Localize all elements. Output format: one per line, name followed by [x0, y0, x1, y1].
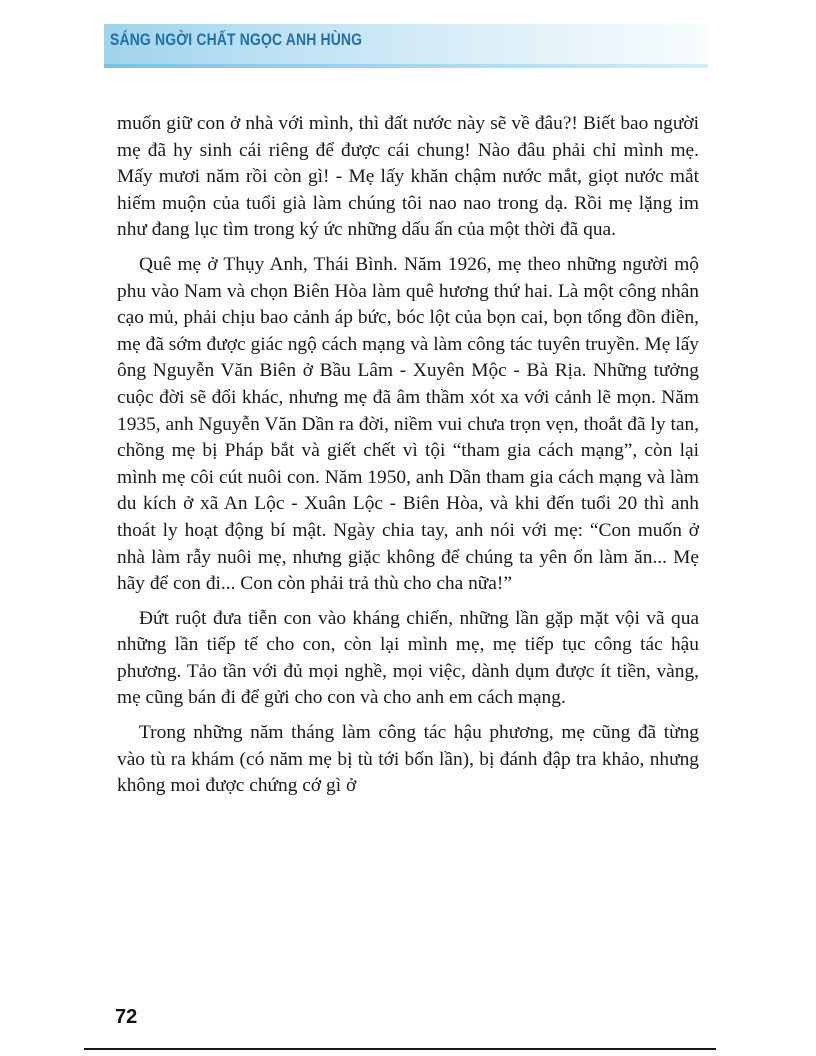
paragraph-farewell: Đứt ruột đưa tiễn con vào kháng chiến, những lần gặp mặt vội vã qua những lần tiếp tế cho con, còn lại mình mẹ, mẹ tiếp tục công tác hậu phương. Tảo tần với đủ mọi nghề, mọi việc, dành dụm được ít tiền, vàng, mẹ cũng bán đi để gửi cho con và cho anh em cách mạng.: [117, 607, 699, 709]
paragraph-hometown: Quê mẹ ở Thụy Anh, Thái Bình. Năm 1926, mẹ theo những người mộ phu vào Nam và chọn Biên Hòa làm quê hương thứ hai. Là một công nhân cạo mủ, phải chịu bao cảnh áp bức, bóc lột của bọn cai, bọn tổng đồn điền, mẹ đã sớm được giác ngộ cách mạng và làm công tác tuyên truyền. Mẹ lấy ông Nguyễn Văn Biên ở Bầu Lâm - Xuyên Mộc - Bà Rịa. Những tưởng cuộc đời sẽ đổi khác, nhưng mẹ đã âm thầm xót xa với cảnh lẽ mọn. Năm 1935, anh Nguyễn Văn Dần ra đời, niềm vui chưa trọn vẹn, thoắt đã ly tan, chồng mẹ bị Pháp bắt và giết chết vì tội “tham gia cách mạng”, còn lại mình mẹ côi cút nuôi con. Năm 1950, anh Dần tham gia cách mạng và làm du kích ở xã An Lộc - Xuân Lộc - Biên Hòa, và khi đến tuổi 20 thì anh thoát ly hoạt động bí mật. Ngày chia tay, anh nói với mẹ: “Con muốn ở nhà làm rẫy nuôi mẹ, nhưng giặc không để chúng ta yên ổn làm ăn... Mẹ hãy để con đi... Con còn phải trả thù cho cha nữa!”: [117, 253, 699, 595]
body-text: [117, 111, 699, 808]
paragraph-prison: Trong những năm tháng làm công tác hậu phương, mẹ cũng đã từng vào tù ra khám (có năm mẹ bị tù tới bốn lần), bị đánh đập tra khảo, nhưng không moi được chứng cớ gì ở: [117, 722, 699, 797]
paragraph-continuation: muốn giữ con ở nhà với mình, thì đất nước này sẽ về đâu?! Biết bao người mẹ đã hy sinh cái riêng để được cái chung! Nào đâu phải chỉ mình mẹ. Mấy mươi năm rồi còn gì! - Mẹ lấy khăn chậm nước mắt, giọt nước mắt hiếm muộn của tuổi già làm chúng tôi nao nao trong dạ. Rồi mẹ lặng im như đang lục tìm trong ký ức những dấu ấn của một thời đã qua.: [117, 113, 699, 241]
footer-divider: [84, 1048, 716, 1050]
running-header-title: SÁNG NGỜI CHẤT NGỌC ANH HÙNG: [110, 30, 363, 49]
page-number: 72: [115, 1006, 138, 1028]
